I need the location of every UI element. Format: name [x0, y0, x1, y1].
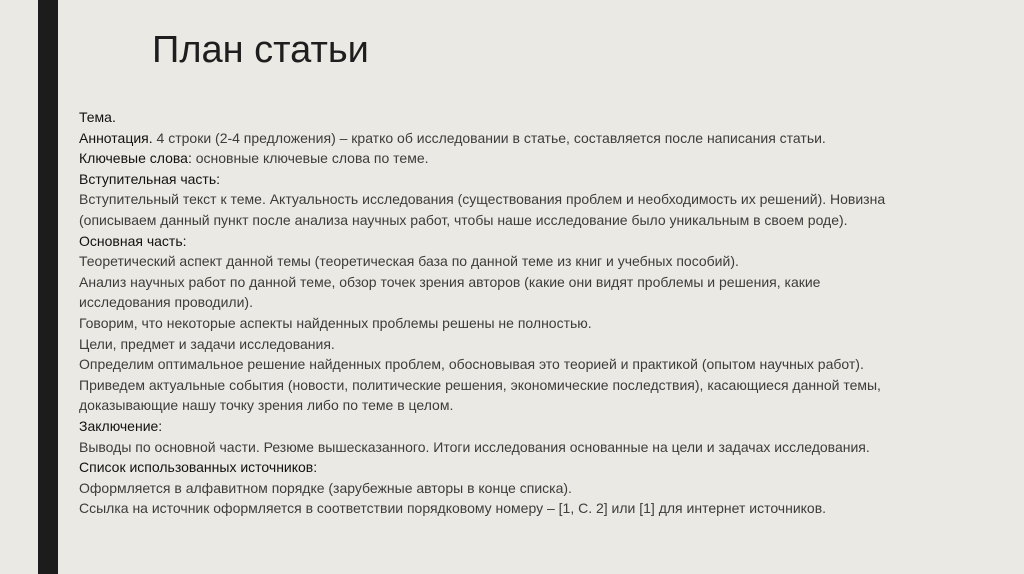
slide-body: [79, 107, 1009, 519]
main-line: доказывающие нашу точку зрения либо по теме в целом.: [79, 397, 454, 414]
conclusion-line: Выводы по основной части. Резюме вышесказанного. Итоги исследования основанные на цели и задачах исследования.: [79, 438, 870, 455]
main-line: Говорим, что некоторые аспекты найденных проблемы решены не полностью.: [79, 314, 592, 331]
annotation-text: 4 строки (2-4 предложения) – кратко об исследовании в статье, составляется после написания статьи.: [152, 129, 826, 146]
sources-line: Оформляется в алфавитном порядке (зарубежные авторы в конце списка).: [79, 479, 572, 496]
keywords-text: основные ключевые слова по теме.: [191, 150, 429, 167]
intro-line: (описываем данный пункт после анализа научных работ, чтобы наше исследование было уникальным в своем роде).: [79, 211, 848, 228]
intro-line: Вступительный текст к теме. Актуальность исследования (существования проблем и необходимость их решений). Новизна: [79, 191, 886, 208]
conclusion-heading: Заключение:: [79, 417, 163, 434]
slide-title: План статьи: [152, 29, 369, 71]
main-line: Теоретический аспект данной темы (теоретическая база по данной теме из книг и учебных пособий).: [79, 253, 739, 270]
annotation-line: [79, 128, 1009, 149]
main-line: Цели, предмет и задачи исследования.: [79, 335, 335, 352]
topic-label: Тема.: [79, 109, 116, 125]
sources-line: Ссылка на источник оформляется в соответствии порядковому номеру – [1, С. 2] или [1] для интернет источников.: [79, 500, 827, 517]
keywords-label: Ключевые слова:: [79, 150, 192, 167]
annotation-label: Аннотация.: [79, 129, 153, 146]
main-line: Определим оптимальное решение найденных проблем, обосновывая это теорией и практикой (опытом научных работ).: [79, 356, 864, 373]
left-accent-bar: [38, 0, 58, 574]
sources-heading: Список использованных источников:: [79, 459, 318, 476]
intro-heading: Вступительная часть:: [79, 170, 221, 187]
main-line: Приведем актуальные события (новости, политические решения, экономические последствия), касающиеся данной темы,: [79, 376, 881, 393]
keywords-line: [79, 148, 1009, 169]
main-line: исследования проводили).: [79, 294, 253, 311]
main-heading: Основная часть:: [79, 232, 187, 249]
main-line: Анализ научных работ по данной теме, обзор точек зрения авторов (какие они видят проблемы и решения, какие: [79, 273, 821, 290]
